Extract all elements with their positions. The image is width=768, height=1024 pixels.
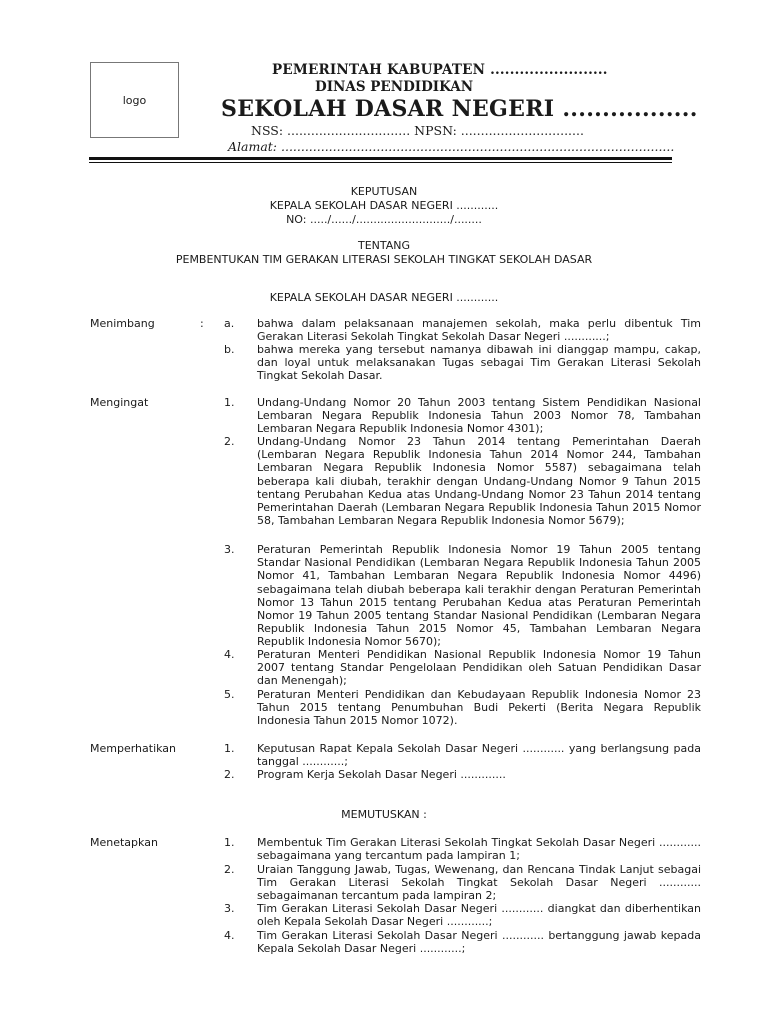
header-government: PEMERINTAH KABUPATEN ........................ bbox=[272, 62, 608, 78]
memperhatikan-item: Keputusan Rapat Kepala Sekolah Dasar Negeri ............ yang berlangsung pada tanggal ............; bbox=[257, 742, 701, 769]
item-number: 1. bbox=[224, 396, 235, 409]
header-school-name: SEKOLAH DASAR NEGERI ................. bbox=[221, 96, 698, 122]
letterhead-rule-thin bbox=[89, 162, 672, 163]
header-address: Alamat: ................................................................................................... bbox=[228, 139, 675, 154]
title-subject: PEMBENTUKAN TIM GERAKAN LITERASI SEKOLAH TINGKAT SEKOLAH DASAR bbox=[175, 253, 593, 266]
item-number: 4. bbox=[224, 648, 235, 661]
title-kepala-2: KEPALA SEKOLAH DASAR NEGERI ............ bbox=[269, 291, 499, 304]
section-colon: : bbox=[200, 317, 204, 330]
menimbang-item: bahwa dalam pelaksanaan manajemen sekolah, maka perlu dibentuk Tim Gerakan Literasi Sekolah Tingkat Sekolah Dasar Negeri ............; bbox=[257, 317, 701, 344]
item-number: 2. bbox=[224, 863, 235, 876]
item-number: 2. bbox=[224, 435, 235, 448]
mengingat-item: Undang-Undang Nomor 20 Tahun 2003 tentang Sistem Pendidikan Nasional Lembaran Negara Republik Indonesia Tahun 2003 Nomor 78, Tambahan Lembaran Negara Republik Indonesia Nomor 4301); bbox=[257, 396, 701, 436]
item-number: 2. bbox=[224, 768, 235, 781]
item-number: b. bbox=[224, 343, 235, 356]
logo-placeholder: logo bbox=[90, 62, 179, 138]
letterhead-rule-thick bbox=[89, 157, 672, 160]
item-number: 5. bbox=[224, 688, 235, 701]
item-number: a. bbox=[224, 317, 235, 330]
header-department: DINAS PENDIDIKAN bbox=[315, 79, 474, 95]
section-label-menimbang: Menimbang bbox=[90, 317, 155, 330]
menetapkan-item: Tim Gerakan Literasi Sekolah Dasar Negeri ............ diangkat dan diberhentikan oleh Kepala Sekolah Dasar Negeri ............; bbox=[257, 902, 701, 929]
item-number: 3. bbox=[224, 902, 235, 915]
menetapkan-item: Membentuk Tim Gerakan Literasi Sekolah Tingkat Sekolah Dasar Negeri ............ sebagaimana yang tercantum pada lampiran 1; bbox=[257, 836, 701, 863]
item-number: 3. bbox=[224, 543, 235, 556]
memperhatikan-item: Program Kerja Sekolah Dasar Negeri ............. bbox=[257, 768, 506, 781]
title-nomor: NO: ...../....../.........................../........ bbox=[286, 213, 482, 226]
mengingat-item: Peraturan Menteri Pendidikan Nasional Republik Indonesia Nomor 19 Tahun 2007 tentang Standar Pengelolaan Pendidikan oleh Satuan Pendidikan Dasar dan Menengah); bbox=[257, 648, 701, 688]
header-nss-npsn: NSS: ............................... NPSN: ............................... bbox=[251, 123, 584, 138]
menetapkan-item: Uraian Tanggung Jawab, Tugas, Wewenang, dan Rencana Tindak Lanjut sebagai Tim Gerakan Literasi Sekolah Tingkat Sekolah Dasar Negeri ............ sebagaimanan tercantum pada lampiran 2; bbox=[257, 863, 701, 903]
section-label-menetapkan: Menetapkan bbox=[90, 836, 158, 849]
section-label-mengingat: Mengingat bbox=[90, 396, 149, 409]
decision-heading: MEMUTUSKAN : bbox=[341, 808, 427, 821]
mengingat-item: Peraturan Pemerintah Republik Indonesia Nomor 19 Tahun 2005 tentang Standar Nasional Pendidikan (Lembaran Negara Republik Indonesia Tahun 2005 Nomor 41, Tambahan Lembaran Negara Republik Indonesia Nomor 4496) sebagaimana telah diubah beberapa kali terakhir dengan Peraturan Pemerintah Nomor 13 Tahun 2015 tentang Perubahan Kedua atas Peraturan Pemerintah Nomor 19 Tahun 2005 tentang Standar Nasional Pendidikan (Lembaran Negara Republik Indonesia Tahun 2015 Nomor 45, Tambahan Lembaran Negara Republik Indonesia Nomor 5670); bbox=[257, 543, 701, 649]
mengingat-item: Peraturan Menteri Pendidikan dan Kebudayaan Republik Indonesia Nomor 23 Tahun 2015 tentang Penumbuhan Budi Pekerti (Berita Negara Republik Indonesia Tahun 2015 Nomor 1072). bbox=[257, 688, 701, 728]
item-number: 1. bbox=[224, 836, 235, 849]
menimbang-item: bahwa mereka yang tersebut namanya dibawah ini dianggap mampu, cakap, dan loyal untuk melaksanakan Tugas sebagai Tim Gerakan Literasi Sekolah Tingkat Sekolah Dasar. bbox=[257, 343, 701, 383]
menetapkan-item: Tim Gerakan Literasi Sekolah Dasar Negeri ............ bertanggung jawab kepada Kepala Sekolah Dasar Negeri ............; bbox=[257, 929, 701, 956]
mengingat-item: Undang-Undang Nomor 23 Tahun 2014 tentang Pemerintahan Daerah (Lembaran Negara Republik Indonesia Tahun 2014 Nomor 244, Tambahan Lembaran Negara Republik Indonesia Nomor 5587) sebagaimana telah beberapa kali diubah, terakhir dengan Undang-Undang Nomor 9 Tahun 2015 tentang Perubahan Kedua atas Undang-Undang Nomor 23 Tahun 2014 tentang Pemerintahan Daerah (Lembaran Negara Republik Indonesia Tahun 2015 Nomor 58, Tambahan Lembaran Negara Republik Indonesia Nomor 5679); bbox=[257, 435, 701, 528]
section-label-memperhatikan: Memperhatikan bbox=[90, 742, 177, 755]
item-number: 1. bbox=[224, 742, 235, 755]
title-keputusan: KEPUTUSAN bbox=[350, 185, 418, 198]
item-number: 4. bbox=[224, 929, 235, 942]
title-kepala: KEPALA SEKOLAH DASAR NEGERI ............ bbox=[269, 199, 499, 212]
title-tentang: TENTANG bbox=[357, 239, 411, 252]
